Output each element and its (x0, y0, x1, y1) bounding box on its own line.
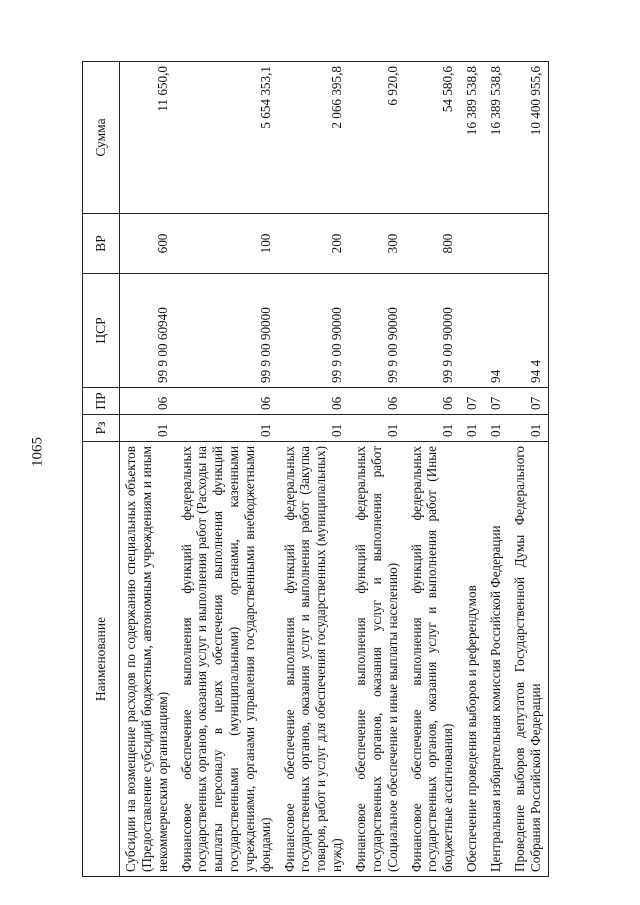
row-name: Субсидии на возмещение расходов по содержанию специальных объектов (Предоставление субсидий бюджетным, автономным учреждениям и иным некоммерческим организациям) (120, 442, 176, 877)
row-csr: 94 (485, 274, 509, 388)
row-rz: 01 (406, 415, 462, 442)
row-rz: 01 (350, 415, 406, 442)
table-row (176, 62, 279, 877)
row-sum: 10 400 955,6 (509, 62, 549, 214)
rotated-page (82, 62, 622, 877)
row-name: Финансовое обеспечение выполнения функций федеральных государственных органов, оказания услуг и выполнения работ (Расходы на выплаты персоналу в целях обеспечения выполнения функций государственными (муниципальными) органами, казенными учреждениями, органами управления государственными внебюджетными фондами) (176, 442, 279, 877)
header-name: Наименование (83, 442, 120, 877)
header-rz: Рз (83, 415, 120, 442)
header-sum: Сумма (83, 62, 120, 214)
row-pr: 07 (509, 388, 549, 415)
row-pr: 07 (485, 388, 509, 415)
row-vr (509, 214, 549, 274)
row-pr: 07 (461, 388, 485, 415)
row-csr: 99 9 00 60940 (120, 274, 176, 388)
row-sum: 16 389 538,8 (485, 62, 509, 214)
row-rz: 01 (485, 415, 509, 442)
row-sum: 5 654 353,1 (176, 62, 279, 214)
row-pr: 06 (350, 388, 406, 415)
row-sum: 6 920,0 (350, 62, 406, 214)
header-pr: ПР (83, 388, 120, 415)
table-row (509, 62, 549, 877)
row-name: Центральная избирательная комиссия Российской Федерации (485, 442, 509, 877)
row-vr: 800 (406, 214, 462, 274)
row-name: Финансовое обеспечение выполнения функций федеральных государственных органов, оказания услуг и выполнения работ (Социальное обеспечение и иные выплаты населению) (350, 442, 406, 877)
row-rz: 01 (176, 415, 279, 442)
row-vr: 300 (350, 214, 406, 274)
rotated-content (82, 62, 622, 877)
row-name: Проведение выборов депутатов Государственной Думы Федерального Собрания Российской Федерации (509, 442, 549, 877)
row-rz: 01 (509, 415, 549, 442)
row-pr: 06 (176, 388, 279, 415)
budget-table (82, 61, 549, 877)
table-row (485, 62, 509, 877)
row-pr: 06 (406, 388, 462, 415)
row-pr: 06 (279, 388, 350, 415)
row-rz: 01 (279, 415, 350, 442)
page-number: 1065 (29, 437, 46, 467)
row-csr: 99 9 00 90000 (176, 274, 279, 388)
row-name: Финансовое обеспечение выполнения функций федеральных государственных органов, оказания услуг и выполнения работ (Закупка товаров, работ и услуг для обеспечения государственных (муниципальных) нужд) (279, 442, 350, 877)
table-row (279, 62, 350, 877)
header-csr: ЦСР (83, 274, 120, 388)
row-sum: 2 066 395,8 (279, 62, 350, 214)
row-csr (461, 274, 485, 388)
row-vr: 100 (176, 214, 279, 274)
row-vr: 200 (279, 214, 350, 274)
row-sum: 11 650,0 (120, 62, 176, 214)
row-vr: 600 (120, 214, 176, 274)
row-vr (485, 214, 509, 274)
table-row (406, 62, 462, 877)
table-row (120, 62, 176, 877)
table-header-row (83, 62, 120, 877)
row-name: Финансовое обеспечение выполнения функций федеральных государственных органов, оказания услуг и выполнения работ (Иные бюджетные ассигнования) (406, 442, 462, 877)
row-name: Обеспечение проведения выборов и референдумов (461, 442, 485, 877)
row-pr: 06 (120, 388, 176, 415)
row-vr (461, 214, 485, 274)
row-sum: 54 580,6 (406, 62, 462, 214)
row-csr: 99 9 00 90000 (350, 274, 406, 388)
row-csr: 94 4 (509, 274, 549, 388)
row-sum: 16 389 538,8 (461, 62, 485, 214)
row-rz: 01 (120, 415, 176, 442)
row-rz: 01 (461, 415, 485, 442)
table-row (461, 62, 485, 877)
header-vr: ВР (83, 214, 120, 274)
row-csr: 99 9 00 90000 (279, 274, 350, 388)
table-row (350, 62, 406, 877)
row-csr: 99 9 00 90000 (406, 274, 462, 388)
